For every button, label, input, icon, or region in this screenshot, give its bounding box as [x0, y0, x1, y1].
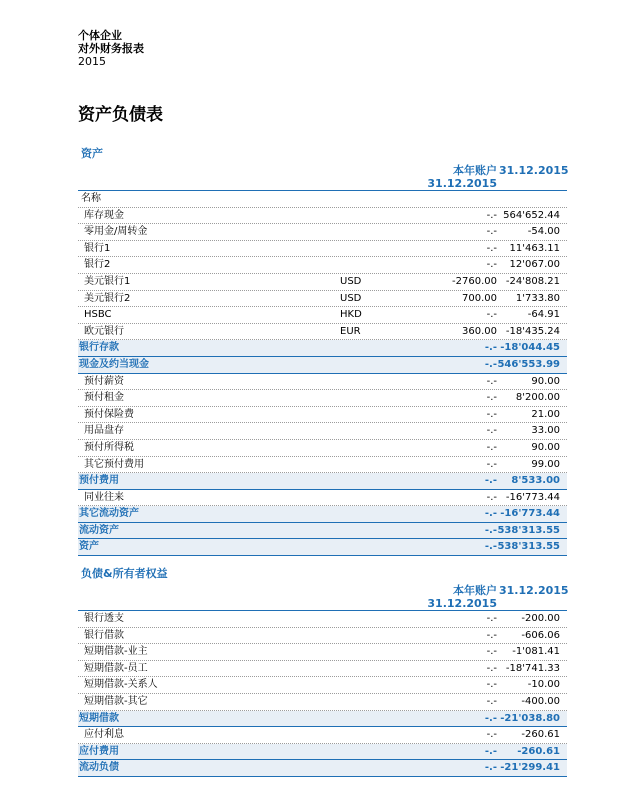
row-value: 33.00 — [531, 425, 560, 437]
row-value: -10.00 — [527, 679, 560, 691]
row-prior-value: -.- — [484, 712, 497, 724]
table-row — [78, 324, 567, 341]
subtotal-row — [78, 340, 567, 357]
table-row — [78, 274, 567, 291]
table-row — [78, 224, 567, 241]
row-prior-value: -.- — [484, 524, 497, 536]
column-prior-year — [407, 584, 497, 610]
row-label: 预付费用 — [79, 475, 119, 487]
table-row — [78, 440, 567, 457]
table-row — [78, 208, 567, 225]
row-label: 其它预付费用 — [84, 458, 144, 470]
row-prior-value: -.- — [486, 679, 497, 691]
row-value: -260.61 — [521, 729, 560, 741]
row-label: 预付薪资 — [84, 375, 124, 387]
row-value: 538'313.55 — [497, 541, 560, 553]
row-label: 预付保险费 — [84, 408, 134, 420]
row-value: -606.06 — [521, 629, 560, 641]
row-value: 99.00 — [531, 458, 560, 470]
column-prior-year-label: 本年账户 31.12.2015 — [427, 164, 497, 190]
subtotal-row — [78, 523, 567, 540]
row-prior-value: -.- — [484, 508, 497, 520]
row-currency: USD — [340, 292, 362, 304]
row-prior-value: -.- — [486, 408, 497, 420]
subtotal-row — [78, 506, 567, 523]
table-row — [78, 257, 567, 274]
row-value: -16'773.44 — [500, 508, 560, 520]
page-title: 资产负债表 — [78, 105, 163, 125]
report-year: 2015 — [78, 55, 106, 68]
row-currency: USD — [340, 275, 362, 287]
table-row — [78, 191, 567, 208]
table-row — [78, 457, 567, 474]
row-label: 应付费用 — [79, 745, 119, 757]
subtotal-row — [78, 760, 567, 777]
section-title: 负债&所有者权益 — [81, 567, 168, 580]
row-prior-value: -.- — [484, 358, 497, 370]
row-prior-value: -.- — [486, 662, 497, 674]
row-prior-value: 700.00 — [462, 292, 497, 304]
row-label: 现金及约当现金 — [79, 358, 149, 370]
row-prior-value: -.- — [486, 646, 497, 658]
subtotal-row — [78, 539, 567, 556]
table-row — [78, 644, 567, 661]
row-label: 用品盘存 — [84, 425, 124, 437]
row-value: -54.00 — [527, 226, 560, 238]
row-label: 欧元银行 — [84, 325, 124, 337]
report-name: 对外财务报表 — [78, 42, 144, 55]
row-value: -21'038.80 — [500, 712, 560, 724]
row-label: 美元银行2 — [84, 292, 131, 304]
row-value: 1'733.80 — [515, 292, 560, 304]
table-row — [78, 727, 567, 744]
row-label: 银行2 — [84, 259, 111, 271]
row-value: 90.00 — [531, 441, 560, 453]
row-label: 短期借款-其它 — [84, 695, 148, 707]
row-prior-value: -.- — [484, 342, 497, 354]
table-row — [78, 241, 567, 258]
row-value: -64.91 — [527, 309, 560, 321]
table-row — [78, 694, 567, 711]
assets-section — [78, 145, 567, 556]
row-prior-value: -.- — [486, 309, 497, 321]
row-prior-value: -.- — [486, 695, 497, 707]
row-value: 538'313.55 — [497, 524, 560, 536]
row-prior-value: 360.00 — [462, 325, 497, 337]
subtotal-row — [78, 711, 567, 728]
table-row — [78, 390, 567, 407]
subtotal-row — [78, 473, 567, 490]
report-header — [78, 29, 144, 68]
row-label: 库存现金 — [84, 209, 124, 221]
row-label: HSBC — [84, 309, 112, 321]
liabilities-section — [78, 565, 567, 777]
table-row — [78, 423, 567, 440]
table-row — [78, 291, 567, 308]
row-label: 零用金/周转金 — [84, 226, 148, 238]
row-value: 8'533.00 — [511, 475, 560, 487]
row-label: 银行透支 — [84, 613, 124, 624]
table-row — [78, 677, 567, 694]
row-label: 银行1 — [84, 242, 111, 254]
row-label: 其它流动资产 — [79, 508, 139, 520]
column-prior-year — [407, 164, 497, 190]
row-value: 564'652.44 — [503, 209, 560, 221]
row-label: 短期借款-员工 — [84, 662, 148, 674]
row-label: 短期借款 — [79, 712, 119, 724]
row-currency: EUR — [340, 325, 361, 337]
row-value: -200.00 — [521, 613, 560, 624]
row-prior-value: -.- — [486, 259, 497, 271]
row-prior-value: -.- — [486, 441, 497, 453]
table-row — [78, 628, 567, 645]
row-value: 21.00 — [531, 408, 560, 420]
row-label: 应付利息 — [84, 729, 124, 741]
row-prior-value: -.- — [486, 629, 497, 641]
row-value: -21'299.41 — [500, 762, 560, 774]
row-value: -1'081.41 — [512, 646, 560, 658]
row-prior-value: -.- — [484, 541, 497, 553]
subtotal-row — [78, 357, 567, 374]
row-value: 90.00 — [531, 375, 560, 387]
row-prior-value: -.- — [484, 475, 497, 487]
row-value: -24'808.21 — [505, 275, 560, 287]
company-name: 个体企业 — [78, 29, 122, 42]
section-title: 资产 — [81, 147, 103, 160]
row-prior-value: -.- — [486, 375, 497, 387]
row-value: -18'741.33 — [505, 662, 560, 674]
table-row — [78, 307, 567, 324]
row-prior-value: -.- — [486, 209, 497, 221]
row-prior-value: -.- — [486, 226, 497, 238]
row-prior-value: -.- — [486, 242, 497, 254]
column-current: 31.12.2015 — [499, 164, 569, 177]
column-prior-year-label: 本年账户 31.12.2015 — [427, 584, 497, 610]
table-row — [78, 374, 567, 391]
row-prior-value: -.- — [486, 491, 497, 503]
subtotal-row — [78, 744, 567, 761]
row-value: 12'067.00 — [509, 259, 560, 271]
row-value: -18'435.24 — [505, 325, 560, 337]
row-value: -400.00 — [521, 695, 560, 707]
row-value: 546'553.99 — [497, 358, 560, 370]
row-label: 预付所得税 — [84, 441, 134, 453]
row-label: 同业往来 — [84, 491, 124, 503]
row-value: 11'463.11 — [509, 242, 560, 254]
column-header — [78, 579, 567, 611]
table-row — [78, 490, 567, 507]
row-label: 短期借款-关系人 — [84, 679, 158, 691]
row-label: 美元银行1 — [84, 275, 131, 287]
row-value: -16'773.44 — [505, 491, 560, 503]
column-current: 31.12.2015 — [499, 584, 569, 597]
row-value: -18'044.45 — [500, 342, 560, 354]
row-label: 名称 — [81, 193, 101, 204]
row-label: 流动资产 — [79, 524, 119, 536]
row-value: 8'200.00 — [515, 392, 560, 404]
table-row — [78, 407, 567, 424]
row-label: 资产 — [79, 541, 99, 553]
table-row — [78, 611, 567, 628]
row-label: 短期借款-业主 — [84, 646, 148, 658]
row-currency: HKD — [340, 309, 362, 321]
row-prior-value: -.- — [484, 745, 497, 757]
row-prior-value: -.- — [486, 392, 497, 404]
row-prior-value: -.- — [484, 762, 497, 774]
row-prior-value: -.- — [486, 425, 497, 437]
row-prior-value: -.- — [486, 613, 497, 624]
row-value: -260.61 — [517, 745, 560, 757]
table-row — [78, 661, 567, 678]
row-prior-value: -.- — [486, 729, 497, 741]
row-prior-value: -2760.00 — [452, 275, 497, 287]
row-label: 银行存款 — [79, 342, 119, 354]
row-prior-value: -.- — [486, 458, 497, 470]
column-header — [78, 159, 567, 191]
row-label: 预付租金 — [84, 392, 124, 404]
row-label: 银行借款 — [84, 629, 124, 641]
row-label: 流动负债 — [79, 762, 119, 774]
